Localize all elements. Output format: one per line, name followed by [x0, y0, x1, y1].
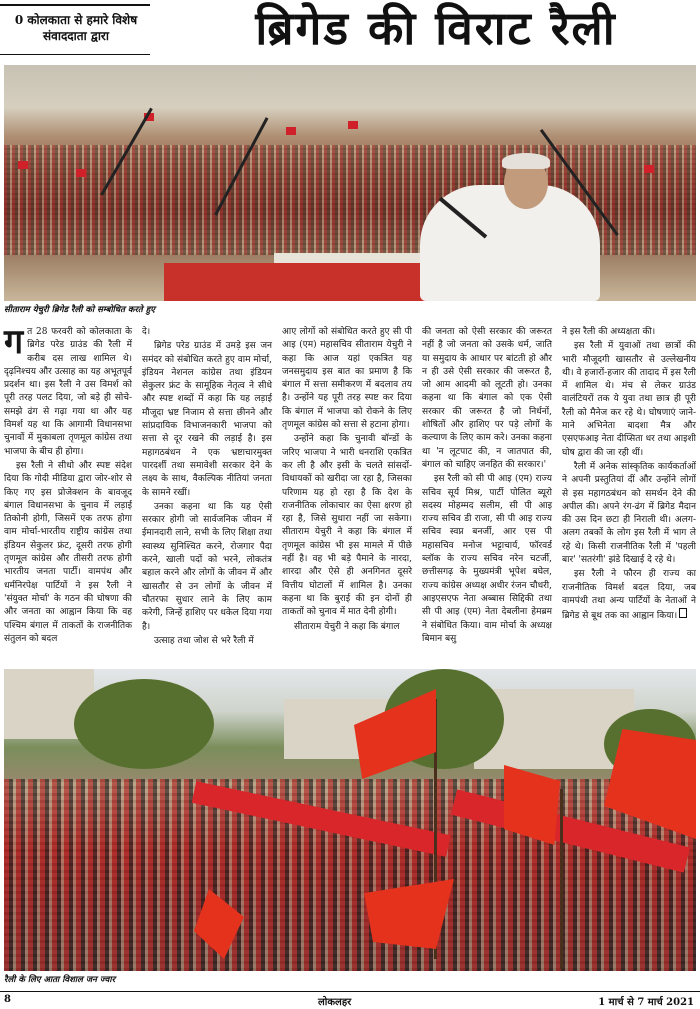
tree: [74, 679, 214, 769]
caption-top: सीताराम येचुरी ब्रिगेड रैली को सम्बोधित करते हुए: [4, 305, 155, 315]
issue-date: 1 मार्च से 7 मार्च 2021: [598, 997, 694, 1008]
headline: ब्रिगेड की विराट रैली: [255, 1, 617, 55]
paragraph: सीताराम येचुरी ने कहा कि बंगाल: [294, 621, 400, 632]
crowd-texture: [4, 779, 696, 971]
red-flag: [348, 121, 358, 129]
publication-name: लोकलहर: [318, 997, 352, 1008]
paragraph: दे।: [142, 327, 151, 337]
paragraph: उत्साह तथा जोश से भरे रैली में: [154, 635, 254, 646]
paragraph: इस रैली को सी पी आइ (एम) राज्य सचिव सूर्य मिश्र, पार्टी पोलित ब्यूरो सदस्य मोहम्मद सलीम, सी पी आइ राज्य सचिव डी राजा, सी पी आइ राज्य सचिव स्वप्न बनर्जी, आर एस पी महासचिव मनोज भट्टाचार्य, फॉरवर्ड ब्लॉक के राज्य सचिव नरेन चटर्जी, छत्तीसगढ़ के मुख्यमंत्री भूपेश बघेल, राज्य कांग्रेस अध्यक्ष अधीर रंजन चौधरी, आइएसएफ नेता अब्बास सिद्दिकी तथा सी पी आइ (एम) नेता देबलीना हेमब्रम ने संबोधित किया। वाम मोर्चा के अध्यक्ष बिमान बसु: [422, 474, 552, 644]
byline-rule-top: [0, 4, 150, 6]
photo-rally-speech: [4, 65, 696, 301]
footer-rule: [0, 991, 700, 992]
red-flag: [644, 165, 654, 173]
byline: 0 कोलकाता से हमारे विशेष संवाददाता द्वारा: [14, 13, 138, 43]
paragraph: इस रैली में युवाओं तथा छात्रों की भारी मौजूदगी खासतौर से उल्लेखनीय थी। वे हजारों-हजार की तादाद में इस रैली में शामिल थे। मंच से लेकर ग्राउंड वालंटियरों तक ये युवा तथा छात्र ही पूरी रैली को मैनेज कर रहे थे। घोषणाएं जाने-माने अभिनेता बादशा मैत्र और एसएफआइ नेता दीप्सिता धर तथा आइशी घोष द्वारा की जा रही थीं।: [562, 341, 696, 458]
paragraph: उनका कहना था कि यह ऐसी सरकार होगी जो सार्वजनिक जीवन में ईमानदारी लाने, सभी के लिए शिक्षा तथा स्वास्थ्य सुनिश्चित करने, रोजगार पैदा करने, खाली पदों को भरने, लोकतंत्र बहाल करने और लोगों के जीवन में और खासतौर से उन लोगों के जीवन में चौतरफा सुधार लाने के लिए काम करेगी, जिन्हें हाशिए पर धकेल दिया गया है।: [142, 501, 272, 632]
speaker-hair: [502, 153, 550, 169]
stage-carpet: [164, 263, 464, 301]
caption-bottom: रैली के लिए आता विशाल जन ज्वार: [4, 975, 116, 985]
dropcap: ग: [4, 322, 24, 362]
red-flag: [76, 169, 86, 177]
red-flag: [286, 127, 296, 135]
paragraph: की जनता को ऐसी सरकार की जरूरत नहीं है जो जनता को उसके धर्म, जाति या समुदाय के आधार पर बांटती हो और न ही उसे ऐसी सरकार की जरूरत है, जो आम आदमी को लूटती हो। उनका कहना था कि बंगाल को एक ऐसी सरकार की जरूरत है जो निर्धनों, शोषितों और हाशिए पर पड़े लोगों के कल्याण के लिए काम करे। उनका कहना था 'न लूटपाट की, न जातपात की, बंगाल को चाहिए जनहित की सरकार।': [422, 327, 552, 470]
article-column-3: [282, 326, 412, 634]
end-mark-icon: [679, 608, 687, 618]
paragraph: ब्रिगेड परेड ग्राउंड में उमड़े इस जन समंदर को संबोधित करते हुए वाम मोर्चा, इंडियन नेशनल कांग्रेस तथा इंडियन सेकुलर फ्रंट के सामूहिक नेतृत्व ने सीधे और स्पष्ट शब्दों में कहा कि यह लड़ाई मौजूदा भ्रष्ट निजाम से सत्ता छीनने और सांप्रदायिक विभाजनकारी भाजपा को सत्ता से दूर रखने की लड़ाई है। इस महागठबंधन ने एक भ्रष्टाचारमुक्त पारदर्शी तथा समावेशी सरकार देने के लक्ष्य के साथ, वैकल्पिक नीतियां जनता के सामने रखीं।: [142, 341, 272, 498]
byline-rule-bottom: [0, 54, 150, 55]
paragraph: इस रैली ने सीधो और स्पष्ट संदेश दिया कि गोदी मीडिया द्वारा जोर-शोर से किए गए इस प्रोजेक्शन के बावजूद बंगाल विधानसभा के चुनाव में लड़ाई तिकोनी होगी, जिसमें एक तरफ होगा वाम मोर्चा-भारतीय राष्ट्रीय कांग्रेस तथा इंडियन सेकुलर फ्रंट, दूसरी तरफ होगी तृणमूल कांग्रेस और तीसरी तरफ होगी भारतीय जनता पार्टी। वामपंथ और धर्मनिरपेक्ष पार्टियों ने इस रैली ने 'संयुक्त मोर्चा' के गठन की घोषणा की और जनता का आह्वान किया कि वह पश्चिम बंगाल में ताकतों के राजनीतिक संतुलन को बदल: [4, 460, 132, 644]
photo-rally-march: [4, 669, 696, 971]
paragraph: त 28 फरवरी को कोलकाता के ब्रिगेड परेड ग्राउंड की रैली में करीब दस लाख शामिल थे। दृढ़निश्चय और उत्साह का यह अभूतपूर्व प्रदर्शन था। इस रैली ने उस विमर्श को पूरी तरह पलट दिया, जो बड़े ही सोचे-समझे ढंग से गढ़ा गया था और यह विमर्श यह था कि आगामी विधानसभा चुनावों में मुकाबला तृणमूल कांग्रेस तथा भाजपा के बीच ही होगा।: [4, 327, 132, 457]
article-column-1: [4, 322, 132, 646]
paragraph: इस रैली ने फौरन ही राज्य का राजनीतिक विमर्श बदल दिया, जब वामपंथी तथा अन्य पार्टियों के नेताओं ने ब्रिगेड से बूथ तक का आह्वान किया।: [562, 569, 696, 622]
article-column-5: [562, 326, 696, 624]
flag-pole: [560, 789, 563, 969]
paragraph: ने इस रैली की अध्यक्षता की।: [562, 327, 656, 337]
paragraph: उन्होंने कहा कि चुनावी बॉन्डों के जरिए भाजपा ने भारी धनराशि एकत्रित कर ली है और इसी के चलते सांसदों-विधायकों को खरीदा जा रहा है, जिसका परिणाम यह हो रहा है कि देश के राजनीतिक लोकाचार का ऐसा क्षरण हो रहा है, जिसे सुधारा नहीं जा सकेगा। सीताराम येचुरी ने कहा कि बंगाल में तृणमूल कांग्रेस भी इस मामले में पीछे नहीं है। वह भी बड़े पैमाने के नारदा, शारदा और ऐसे ही अनगिनत दूसरे वित्तीय घोटालों में शामिल है। उनका कहना था कि बुराई की इन दोनों ही ताकतों को चुनाव में मात देनी होगी।: [282, 434, 412, 618]
paragraph: रैली में अनेक सांस्कृतिक कार्यकर्ताओं ने अपनी प्रस्तुतियां दीं और उन्होंने लोगों से इस महागठबंधन को समर्थन देने की अपील की। अपने रंग-ढंग में ब्रिगेड मैदान की उस दिन छटा ही निराली थी। अलग-अलग तबकों के लोग इस रैली में भाग ले रहे थे। किसी राजनीतिक रैली में 'पहली बार' 'सतरंगी' झंडे दिखाई दे रहे थे।: [562, 461, 696, 566]
article-column-4: [422, 326, 552, 646]
red-flag: [18, 161, 28, 169]
paragraph: आए लोगों को संबोधित करते हुए सी पी आइ (एम) महासचिव सीताराम येचुरी ने कहा कि आज यहां एकत्रित यह जनसमुदाय इस बात का प्रमाण है कि बंगाल में सत्ता समीकरण में बदलाव तय है। उन्होंने यह पूरी तरह स्पष्ट कर दिया कि बंगाल में भाजपा को रोकने के लिए तृणमूल कांग्रेस को सत्ता से हटाना होगा।: [282, 327, 412, 431]
article-column-2: [142, 326, 272, 648]
stage: [274, 253, 424, 263]
page-number: 8: [4, 994, 11, 1005]
